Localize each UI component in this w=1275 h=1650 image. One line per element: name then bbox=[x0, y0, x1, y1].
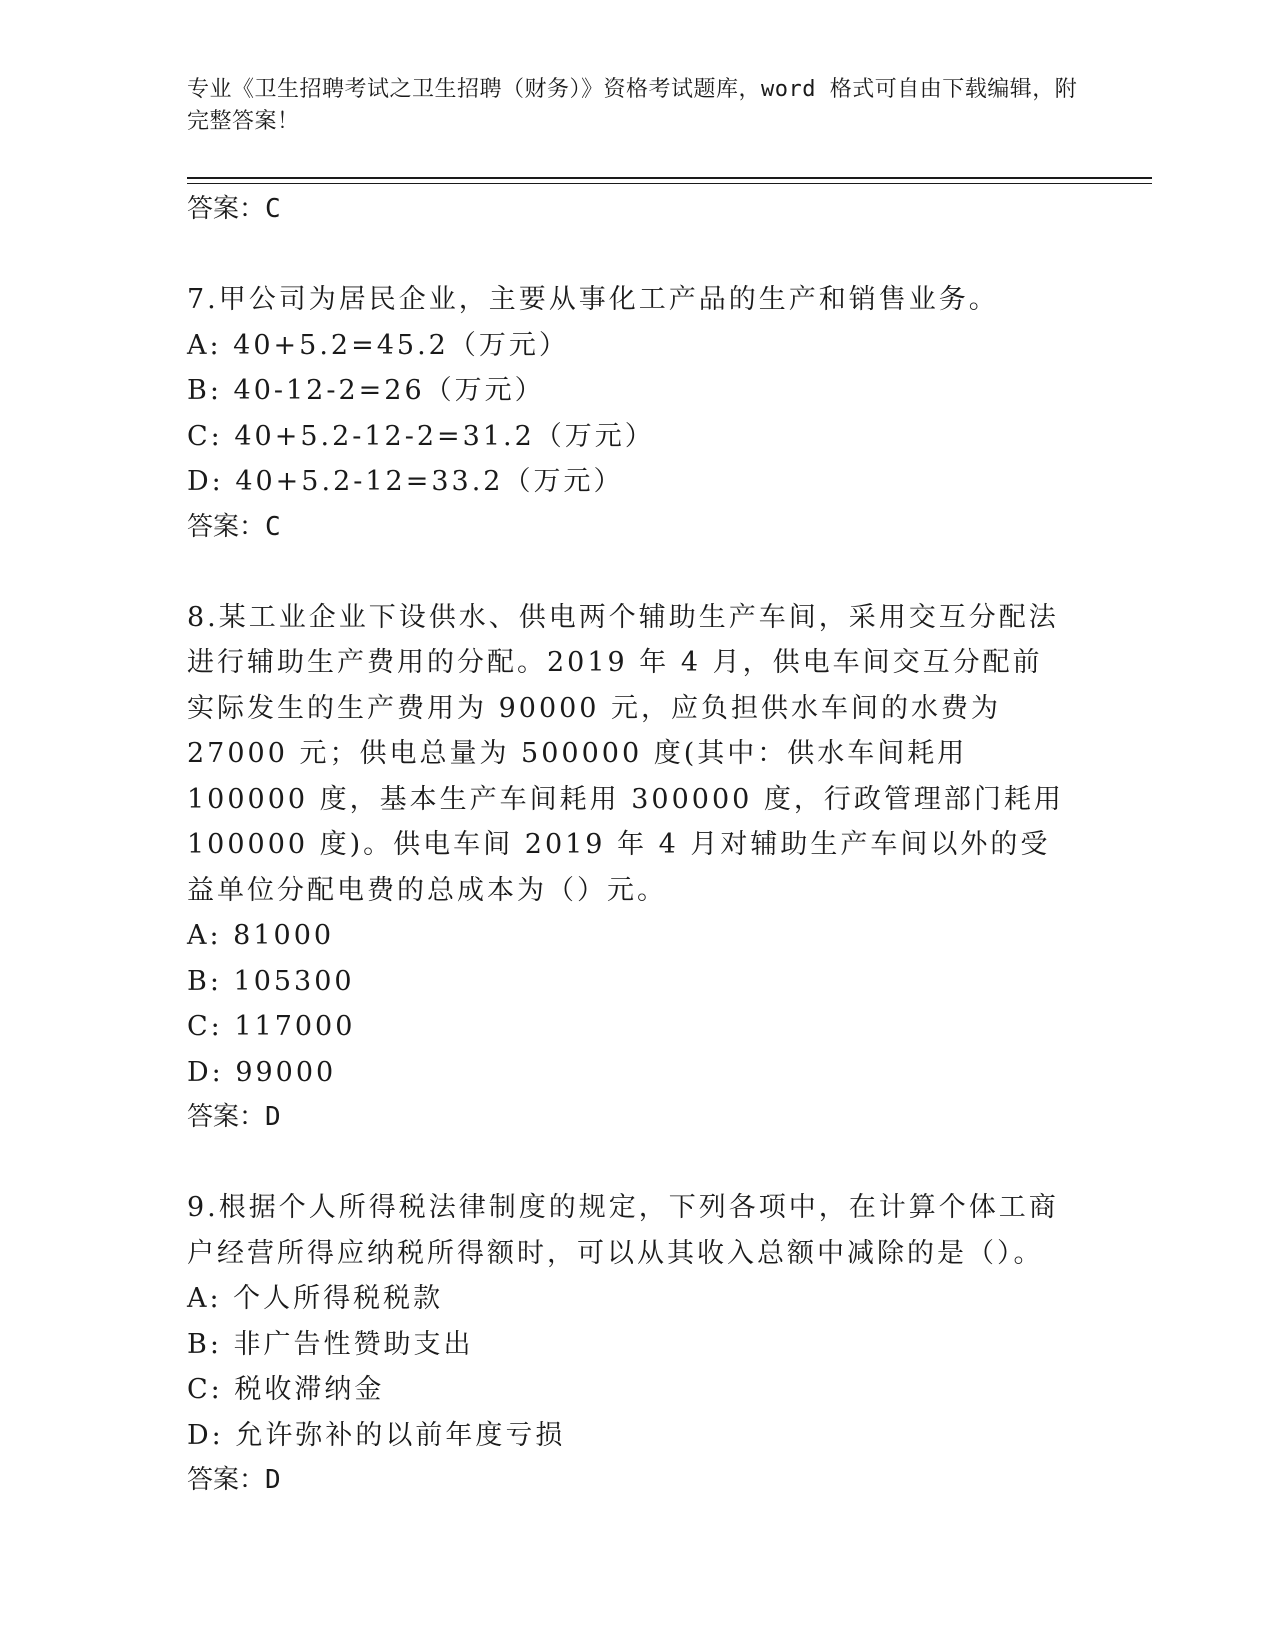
option-a: A: 个人所得税税款 bbox=[187, 1283, 444, 1314]
question-8 bbox=[187, 595, 1087, 1096]
page-header bbox=[187, 74, 1087, 138]
question-text: 7.甲公司为居民企业，主要从事化工产品的生产和销售业务。 bbox=[187, 284, 999, 315]
option-d: D: 99000 bbox=[187, 1056, 337, 1088]
header-text: 专业《卫生招聘考试之卫生招聘（财务）》资格考试题库，word 格式可自由下载编辑，附完整答案！ bbox=[187, 77, 1078, 134]
previous-answer: 答案：C bbox=[187, 194, 281, 224]
option-c: C: 40+5.2-12-2=31.2（万元） bbox=[187, 420, 655, 452]
question-text: 8.某工业企业下设供水、供电两个辅助生产车间，采用交互分配法进行辅助生产费用的分配。2019 年 4 月，供电车间交互分配前实际发生的生产费用为 90000 元，应负担供水车间的水费为 27000 元；供电总量为 500000 度(其中：供水车间耗用 100000 度，基本生产车间耗用 300000 度，行政管理部门耗用 100000 度)。供电车间 2019 年 4 月对辅助生产车间以外的受益单位分配电费的总成本为（）元。 bbox=[187, 601, 1064, 906]
option-b: B: 105300 bbox=[187, 965, 355, 997]
question-text: 9.根据个人所得税法律制度的规定，下列各项中，在计算个体工商户经营所得应纳税所得额时，可以从其收入总额中减除的是（）。 bbox=[187, 1192, 1059, 1269]
header-divider-thick bbox=[187, 177, 1152, 179]
header-divider-thin bbox=[187, 183, 1152, 184]
option-d: D: 允许弥补的以前年度亏损 bbox=[187, 1419, 566, 1451]
answer-9: 答案：D bbox=[187, 1465, 281, 1495]
option-c: C: 117000 bbox=[187, 1011, 356, 1042]
answer-8: 答案：D bbox=[187, 1102, 281, 1132]
answer-7: 答案：C bbox=[187, 511, 281, 542]
option-c: C: 税收滞纳金 bbox=[187, 1374, 385, 1405]
option-a: A: 81000 bbox=[187, 920, 335, 951]
option-d: D: 40+5.2-12=33.2（万元） bbox=[187, 466, 624, 497]
option-b: B: 非广告性赞助支出 bbox=[187, 1328, 474, 1360]
option-a: A: 40+5.2=45.2（万元） bbox=[187, 329, 569, 361]
option-b: B: 40-12-2=26（万元） bbox=[187, 375, 545, 406]
question-list bbox=[187, 187, 1087, 1502]
question-7 bbox=[187, 277, 1087, 505]
question-9 bbox=[187, 1185, 1087, 1458]
